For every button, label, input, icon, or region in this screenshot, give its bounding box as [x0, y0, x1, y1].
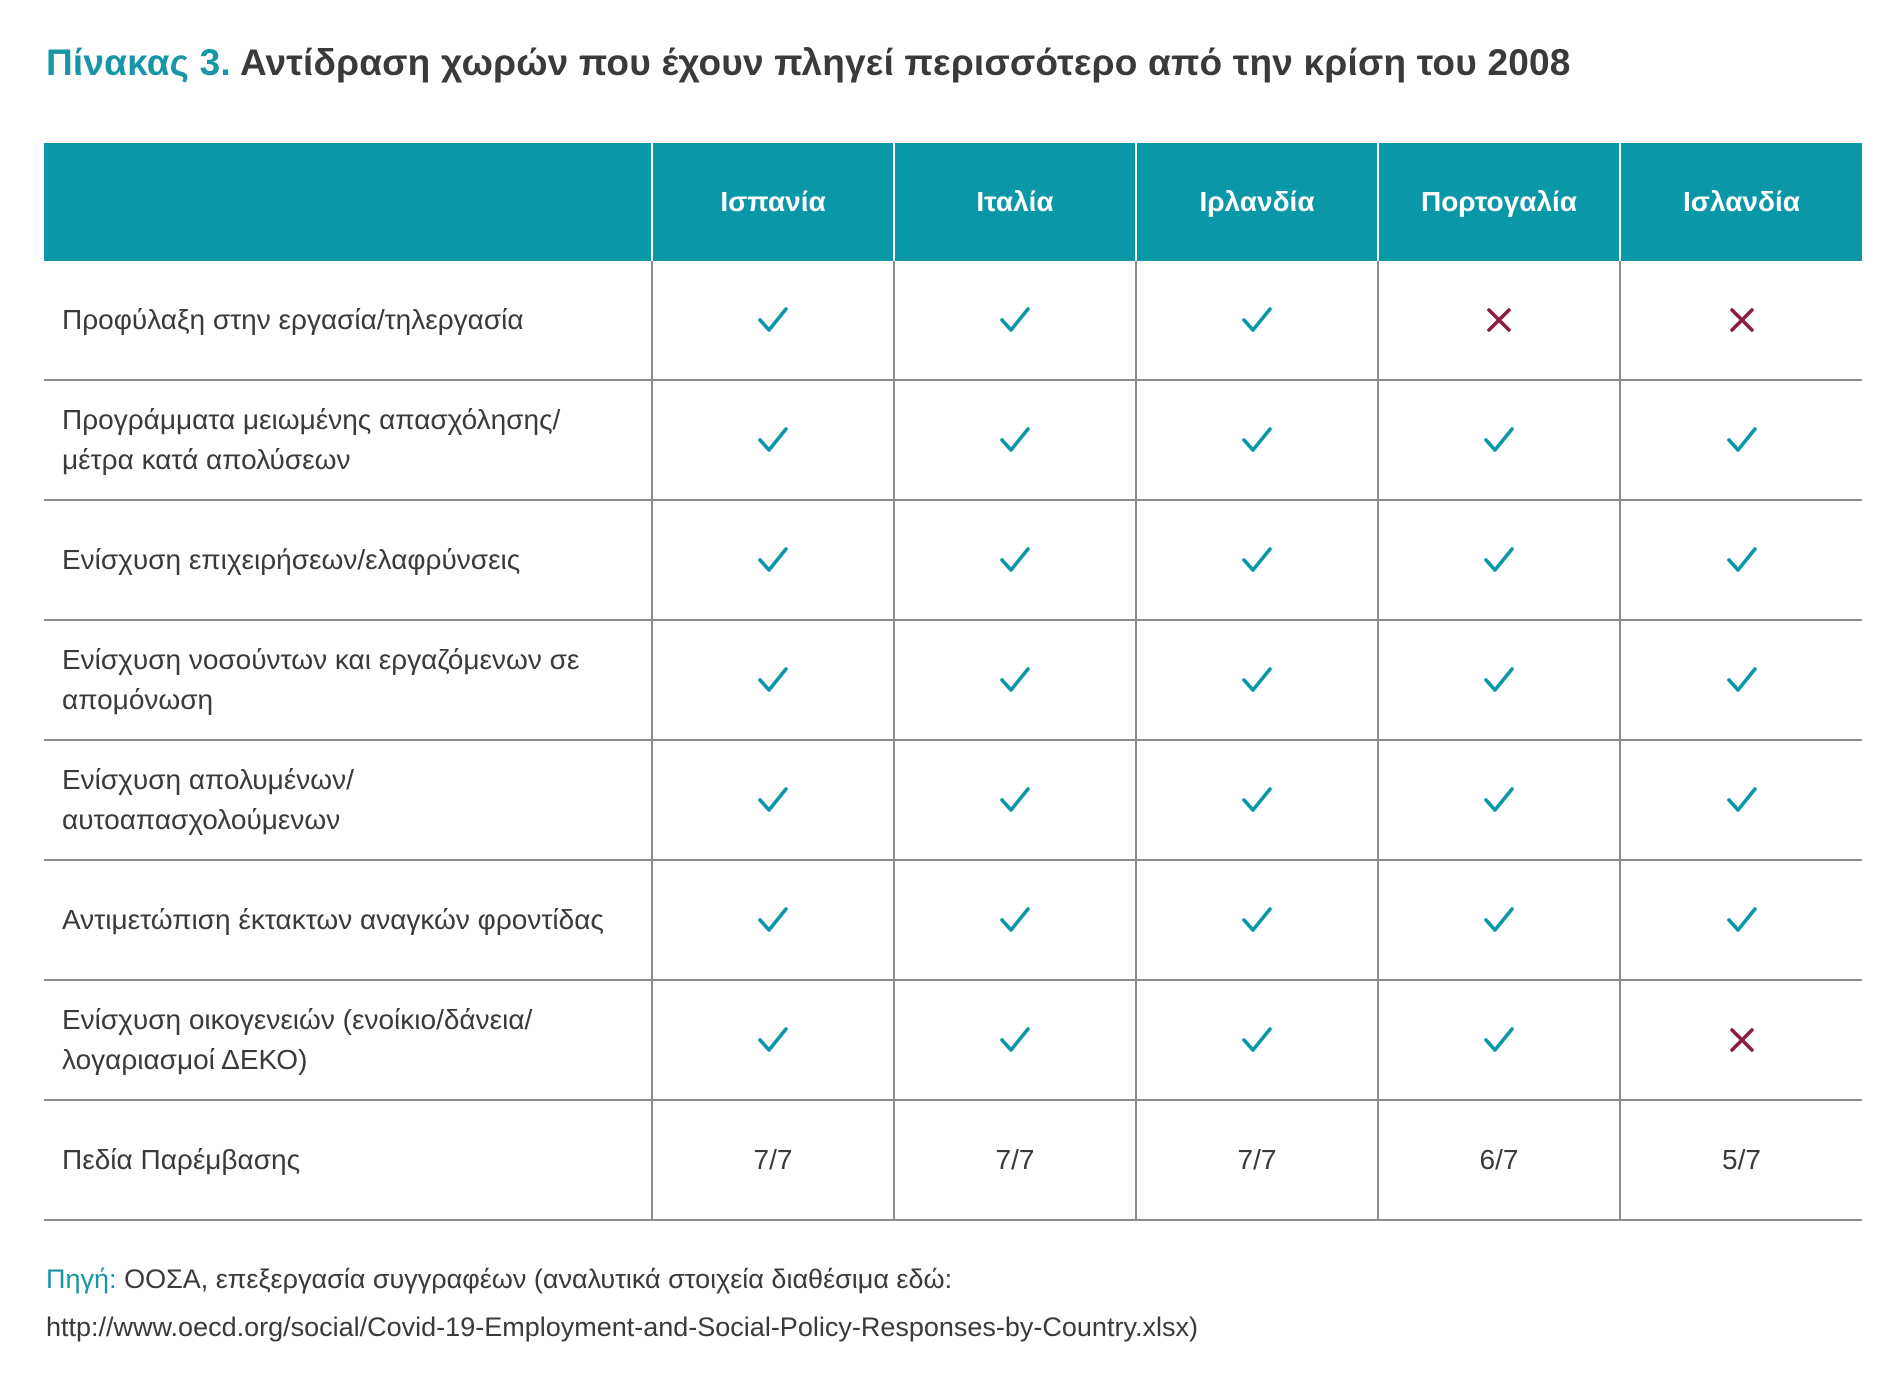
check-icon [1724, 542, 1760, 578]
mark-cell [1136, 980, 1378, 1100]
score-text: 7/7 [995, 1144, 1035, 1175]
header-country: Ιταλία [894, 143, 1136, 261]
header-country: Ιρλανδία [1136, 143, 1378, 261]
mark-cell [894, 380, 1136, 500]
table-row [44, 740, 1862, 860]
mark-cell [1136, 261, 1378, 380]
check-icon [755, 1022, 791, 1058]
cross-icon [1724, 1022, 1760, 1058]
table-row [44, 261, 1862, 380]
check-icon [755, 782, 791, 818]
mark-cell [894, 261, 1136, 380]
check-icon [1481, 662, 1517, 698]
mark-cell [1378, 740, 1620, 860]
check-icon [997, 782, 1033, 818]
mark-cell [894, 620, 1136, 740]
mark-cell [652, 860, 894, 980]
score-text: 7/7 [753, 1144, 793, 1175]
check-icon [997, 662, 1033, 698]
row-label: Προφύλαξη στην εργασία/τηλεργασία [44, 261, 652, 380]
check-icon [1239, 422, 1275, 458]
check-icon [1481, 542, 1517, 578]
table-row [44, 380, 1862, 500]
score-text: 5/7 [1722, 1144, 1761, 1175]
check-icon [755, 302, 791, 338]
check-icon [1724, 782, 1760, 818]
mark-cell [1378, 620, 1620, 740]
summary-value [652, 1100, 894, 1220]
policy-response-table [44, 143, 1862, 1221]
mark-cell [1620, 500, 1862, 620]
mark-cell [894, 980, 1136, 1100]
row-label: Ενίσχυση νοσούντων και εργαζόμενων σε απομόνωση [44, 620, 652, 740]
mark-cell [652, 261, 894, 380]
check-icon [1724, 662, 1760, 698]
score-text: 7/7 [1237, 1144, 1277, 1175]
table-title-text: Αντίδραση χωρών που έχουν πληγεί περισσότερο από την κρίση του 2008 [239, 42, 1571, 83]
source-url[interactable]: http://www.oecd.org/social/Covid-19-Employment-and-Social-Policy-Responses-by-Country.xlsx) [46, 1312, 1198, 1342]
mark-cell [894, 740, 1136, 860]
source-text: ΟΟΣΑ, επεξεργασία συγγραφέων (αναλυτικά στοιχεία διαθέσιμα εδώ: [124, 1264, 953, 1294]
summary-value [894, 1100, 1136, 1220]
source-note [46, 1255, 1198, 1351]
check-icon [1724, 902, 1760, 938]
mark-cell [894, 860, 1136, 980]
header-country: Πορτογαλία [1378, 143, 1620, 261]
mark-cell [1136, 500, 1378, 620]
table-row [44, 620, 1862, 740]
mark-cell [1378, 500, 1620, 620]
table-number-label: Πίνακας 3. [46, 42, 231, 83]
row-label: Ενίσχυση απολυμένων/ αυτοαπασχολούμενων [44, 740, 652, 860]
check-icon [1481, 1022, 1517, 1058]
table-row [44, 860, 1862, 980]
mark-cell [652, 380, 894, 500]
cross-icon [1724, 302, 1760, 338]
table-title [46, 42, 1571, 84]
check-icon [755, 902, 791, 938]
row-label: Προγράμματα μειωμένης απασχόλησης/ μέτρα κατά απολύσεων [44, 380, 652, 500]
check-icon [1481, 422, 1517, 458]
mark-cell [1136, 740, 1378, 860]
check-icon [1239, 542, 1275, 578]
row-label: Ενίσχυση οικογενειών (ενοίκιο/δάνεια/ λογαριασμοί ΔΕΚΟ) [44, 980, 652, 1100]
check-icon [997, 542, 1033, 578]
mark-cell [1620, 620, 1862, 740]
check-icon [1239, 782, 1275, 818]
check-icon [1481, 782, 1517, 818]
mark-cell [652, 620, 894, 740]
check-icon [997, 422, 1033, 458]
mark-cell [1136, 380, 1378, 500]
check-icon [997, 902, 1033, 938]
mark-cell [1620, 980, 1862, 1100]
source-label: Πηγή: [46, 1264, 117, 1294]
mark-cell [652, 980, 894, 1100]
cross-icon [1481, 302, 1517, 338]
check-icon [755, 422, 791, 458]
summary-value [1620, 1100, 1862, 1220]
summary-value [1378, 1100, 1620, 1220]
mark-cell [894, 500, 1136, 620]
check-icon [1239, 902, 1275, 938]
mark-cell [652, 500, 894, 620]
row-label: Ενίσχυση επιχειρήσεων/ελαφρύνσεις [44, 500, 652, 620]
summary-value [1136, 1100, 1378, 1220]
mark-cell [1620, 740, 1862, 860]
mark-cell [652, 740, 894, 860]
row-label: Αντιμετώπιση έκτακτων αναγκών φροντίδας [44, 860, 652, 980]
mark-cell [1378, 860, 1620, 980]
summary-label: Πεδία Παρέμβασης [44, 1100, 652, 1220]
mark-cell [1378, 980, 1620, 1100]
table-row [44, 980, 1862, 1100]
mark-cell [1620, 380, 1862, 500]
table-row [44, 500, 1862, 620]
check-icon [997, 1022, 1033, 1058]
check-icon [755, 542, 791, 578]
check-icon [1239, 662, 1275, 698]
mark-cell [1136, 860, 1378, 980]
check-icon [1239, 1022, 1275, 1058]
check-icon [1481, 902, 1517, 938]
check-icon [1239, 302, 1275, 338]
header-empty-cell [44, 143, 652, 261]
header-country: Ισλανδία [1620, 143, 1862, 261]
mark-cell [1378, 261, 1620, 380]
mark-cell [1620, 860, 1862, 980]
header-country: Ισπανία [652, 143, 894, 261]
check-icon [755, 662, 791, 698]
mark-cell [1136, 620, 1378, 740]
check-icon [997, 302, 1033, 338]
header-row [44, 143, 1862, 261]
score-text: 6/7 [1479, 1144, 1519, 1175]
summary-row [44, 1100, 1862, 1220]
mark-cell [1620, 261, 1862, 380]
check-icon [1724, 422, 1760, 458]
mark-cell [1378, 380, 1620, 500]
